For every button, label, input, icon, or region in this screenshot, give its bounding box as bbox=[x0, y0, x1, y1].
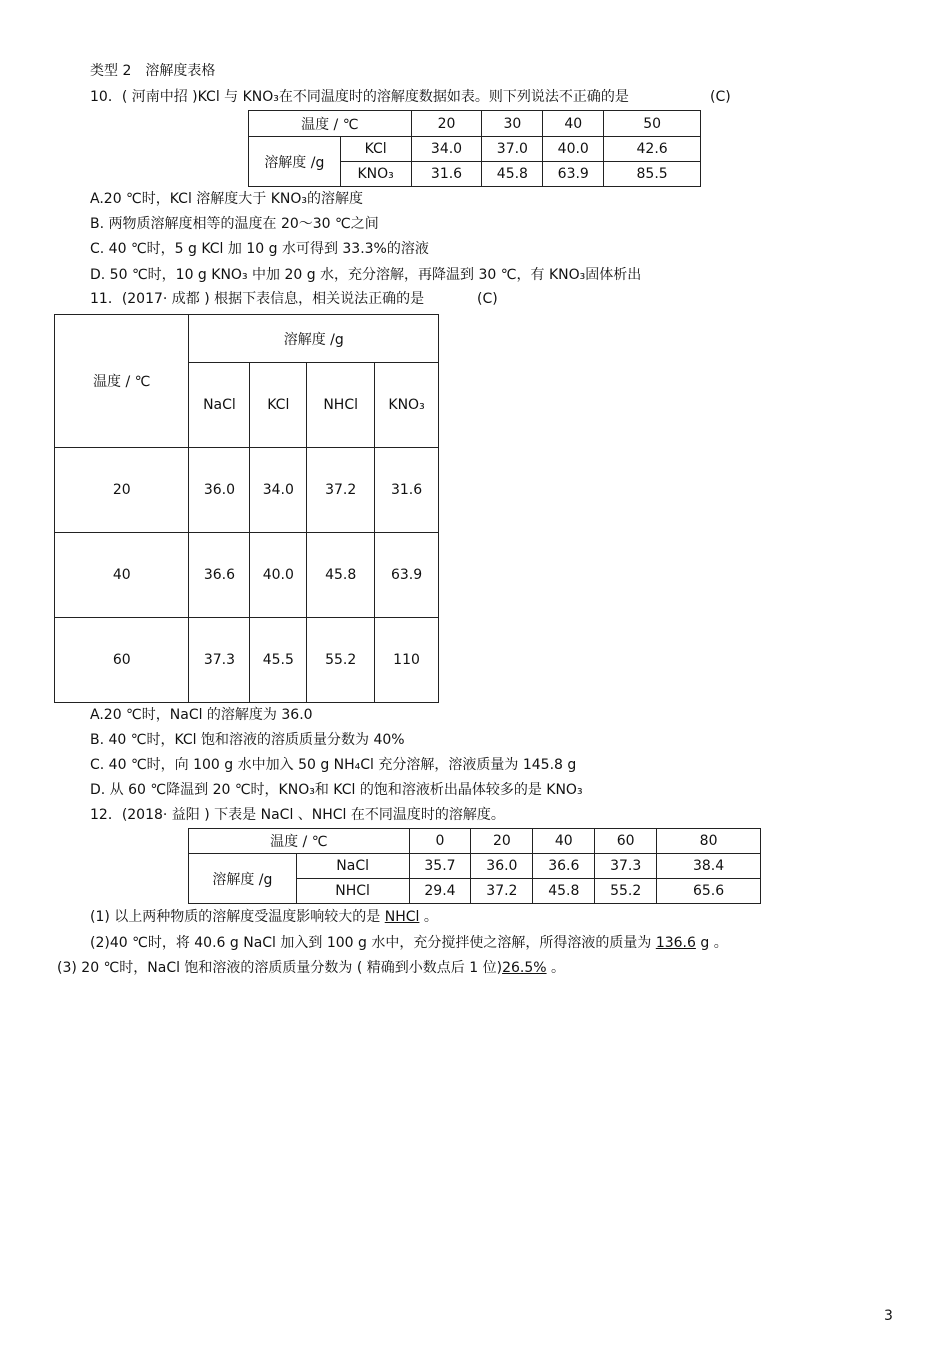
q11-temp: 60 bbox=[55, 618, 189, 703]
q11-substance: KNO₃ bbox=[375, 363, 439, 448]
q11-table bbox=[54, 314, 439, 703]
q12-substance: NHCl bbox=[296, 879, 409, 904]
q11-option-d: D. 从 60 ℃降温到 20 ℃时，KNO₃和 KCl 的饱和溶液析出晶体较多的是 KNO₃ bbox=[90, 782, 583, 798]
q12-part-3-answer: 26.5% bbox=[502, 960, 547, 976]
q10-substance: KNO₃ bbox=[340, 162, 411, 187]
q10-option-b: B. 两物质溶解度相等的温度在 20～30 ℃之间 bbox=[90, 216, 379, 232]
q10-temp-header: 温度 / ℃ bbox=[249, 111, 412, 137]
q12-cell: 37.3 bbox=[595, 854, 657, 879]
q12-temp: 20 bbox=[471, 829, 533, 854]
q10-option-a: A.20 ℃时，KCl 溶解度大于 KNO₃的溶解度 bbox=[90, 191, 364, 207]
q10-cell: 45.8 bbox=[482, 162, 543, 187]
q12-cell: 55.2 bbox=[595, 879, 657, 904]
q12-part-3-text: (3) 20 ℃时，NaCl 饱和溶液的溶质质量分数为 ( 精确到小数点后 1 位) bbox=[57, 960, 503, 976]
q12-part-1-answer: NHCl bbox=[384, 909, 420, 925]
q11-cell: 45.5 bbox=[250, 618, 307, 703]
q10-table bbox=[248, 110, 701, 187]
q12-part-2-text: (2)40 ℃时，将 40.6 g NaCl 加入到 100 g 水中，充分搅拌使之溶解，所得溶液的质量为 bbox=[90, 935, 656, 951]
q10-solubility-label: 溶解度 /g bbox=[249, 137, 341, 187]
page-number: 3 bbox=[884, 1308, 893, 1324]
q11-cell: 37.2 bbox=[307, 448, 375, 533]
q11-substance: KCl bbox=[250, 363, 307, 448]
q12-part-3-after: 。 bbox=[546, 960, 566, 976]
q12-temp: 0 bbox=[409, 829, 471, 854]
q10-option-c: C. 40 ℃时，5 g KCl 加 10 g 水可得到 33.3%的溶液 bbox=[90, 241, 429, 257]
section-title: 类型 2 溶解度表格 bbox=[90, 63, 216, 79]
q11-option-b: B. 40 ℃时，KCl 饱和溶液的溶质质量分数为 40% bbox=[90, 732, 405, 748]
q12-stem: 12．(2018· 益阳 ) 下表是 NaCl 、NHCl 在不同温度时的溶解度。 bbox=[90, 807, 505, 823]
q11-cell: 34.0 bbox=[250, 448, 307, 533]
q10-stem: 10．( 河南中招 )KCl 与 KNO₃在不同温度时的溶解度数据如表。则下列说法不正确的是 bbox=[90, 89, 629, 105]
q12-cell: 29.4 bbox=[409, 879, 471, 904]
q12-cell: 65.6 bbox=[657, 879, 761, 904]
q12-part-2-answer: 136.6 bbox=[655, 935, 696, 951]
q10-cell: 40.0 bbox=[543, 137, 604, 162]
q12-solubility-label: 溶解度 /g bbox=[189, 854, 297, 904]
q11-stem: 11．(2017· 成都 ) 根据下表信息，相关说法正确的是 bbox=[90, 291, 425, 307]
q12-part-1-text: (1) 以上两种物质的溶解度受温度影响较大的是 bbox=[90, 909, 385, 925]
q10-temp: 50 bbox=[604, 111, 701, 137]
q12-temp: 80 bbox=[657, 829, 761, 854]
q11-temp: 20 bbox=[55, 448, 189, 533]
q11-solubility-header: 溶解度 /g bbox=[189, 315, 439, 363]
q11-substance: NaCl bbox=[189, 363, 250, 448]
q10-cell: 85.5 bbox=[604, 162, 701, 187]
q12-part-3 bbox=[57, 959, 565, 977]
q11-cell: 45.8 bbox=[307, 533, 375, 618]
q11-cell: 63.9 bbox=[375, 533, 439, 618]
q10-temp: 40 bbox=[543, 111, 604, 137]
q12-part-1 bbox=[90, 908, 438, 926]
q10-cell: 37.0 bbox=[482, 137, 543, 162]
q10-cell: 42.6 bbox=[604, 137, 701, 162]
q10-substance: KCl bbox=[340, 137, 411, 162]
q12-cell: 36.0 bbox=[471, 854, 533, 879]
q11-answer: (C) bbox=[477, 291, 498, 307]
q10-temp: 30 bbox=[482, 111, 543, 137]
q11-option-a: A.20 ℃时，NaCl 的溶解度为 36.0 bbox=[90, 707, 313, 723]
q11-option-c: C. 40 ℃时，向 100 g 水中加入 50 g NH₄Cl 充分溶解，溶液质量为 145.8 g bbox=[90, 757, 577, 773]
q10-temp: 20 bbox=[411, 111, 482, 137]
q12-cell: 37.2 bbox=[471, 879, 533, 904]
q10-cell: 63.9 bbox=[543, 162, 604, 187]
q11-substance: NHCl bbox=[307, 363, 375, 448]
q11-cell: 31.6 bbox=[375, 448, 439, 533]
q11-cell: 55.2 bbox=[307, 618, 375, 703]
q12-temp: 60 bbox=[595, 829, 657, 854]
q12-cell: 45.8 bbox=[533, 879, 595, 904]
q12-cell: 36.6 bbox=[533, 854, 595, 879]
q11-cell: 36.6 bbox=[189, 533, 250, 618]
q12-part-1-after: 。 bbox=[419, 909, 438, 925]
q10-answer: (C) bbox=[710, 89, 731, 105]
q10-option-d: D. 50 ℃时，10 g KNO₃ 中加 20 g 水，充分溶解，再降温到 30 ℃，有 KNO₃固体析出 bbox=[90, 267, 642, 283]
q11-cell: 110 bbox=[375, 618, 439, 703]
q10-cell: 34.0 bbox=[411, 137, 482, 162]
q12-temp-header: 温度 / ℃ bbox=[189, 829, 410, 854]
q12-table bbox=[188, 828, 761, 904]
q12-part-2 bbox=[90, 934, 728, 952]
q12-cell: 38.4 bbox=[657, 854, 761, 879]
q12-temp: 40 bbox=[533, 829, 595, 854]
q12-cell: 35.7 bbox=[409, 854, 471, 879]
q11-temp-header: 温度 / ℃ bbox=[55, 315, 189, 448]
q11-cell: 37.3 bbox=[189, 618, 250, 703]
q12-part-2-after: g 。 bbox=[695, 935, 728, 951]
q11-temp: 40 bbox=[55, 533, 189, 618]
q11-cell: 40.0 bbox=[250, 533, 307, 618]
q11-cell: 36.0 bbox=[189, 448, 250, 533]
q10-cell: 31.6 bbox=[411, 162, 482, 187]
q12-substance: NaCl bbox=[296, 854, 409, 879]
